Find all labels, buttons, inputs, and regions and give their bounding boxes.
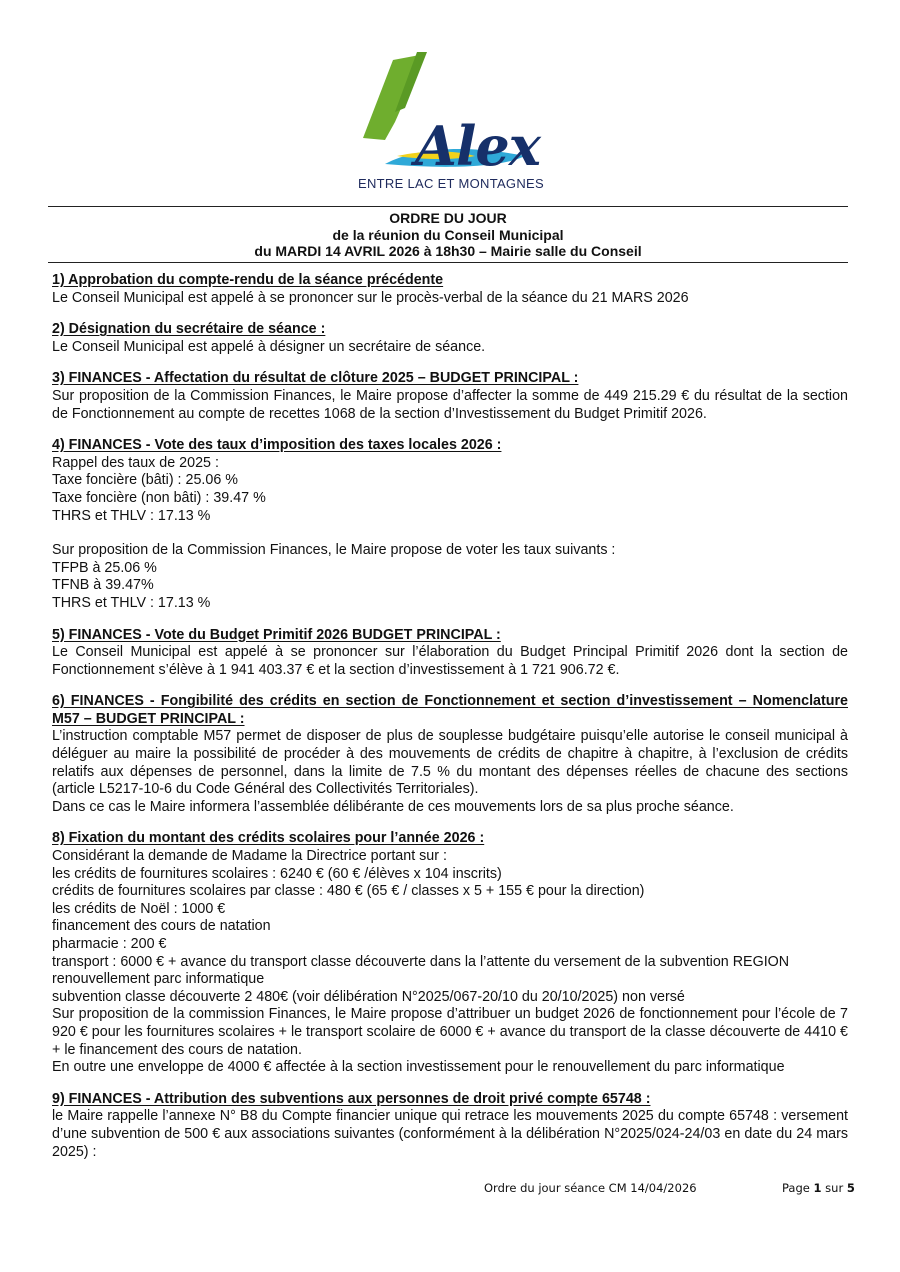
item-paragraph: Sur proposition de la Commission Finances, le Maire propose d’affecter la somme de 449 215.29 € du résultat de la section de Fonctionnement au compte de recettes 1068 de la section d’Investissement du Budget Primitif 2026.	[52, 387, 848, 422]
item-text: Rappel des taux de 2025 :	[52, 454, 219, 471]
item-title: 1) Approbation du compte-rendu de la séance précédente	[52, 272, 444, 288]
spacer	[52, 525, 848, 542]
agenda-item-9	[52, 1091, 848, 1161]
item-title: 9) FINANCES - Attribution des subventions aux personnes de droit privé compte 65748 :	[52, 1090, 651, 1107]
item-text: Considérant la demande de Madame la Directrice portant sur :	[52, 848, 447, 865]
item-title: 2) Désignation du secrétaire de séance :	[52, 321, 326, 338]
item-text: TFNB à 39.47%	[52, 577, 154, 594]
agenda-item-6	[52, 693, 848, 816]
item-text: renouvellement parc informatique	[52, 971, 265, 988]
item-paragraph: le Maire rappelle l’annexe N° B8 du Compte financier unique qui retrace les mouvements 2025 du compte 65748 : versement d’une subvention de 500 € aux associations suivantes (conformément à la délibération N°2025/024-24/03 en date du 24 mars 2025) :	[52, 1108, 848, 1160]
item-text: financement des cours de natation	[52, 918, 271, 935]
agenda-item-2	[52, 321, 848, 356]
page-prefix: Page	[782, 1181, 814, 1195]
logo-wordmark: Alex	[415, 114, 540, 178]
item-text: THRS et THLV : 17.13 %	[52, 507, 211, 524]
item-text: Taxe foncière (non bâti) : 39.47 %	[52, 489, 266, 506]
item-text: Sur proposition de la Commission Finances, le Maire propose de voter les taux suivants :	[52, 542, 616, 559]
agenda-item-4	[52, 437, 848, 612]
item-paragraph: Le Conseil Municipal est appelé à se prononcer sur l’élaboration du Budget Principal Primitif 2026 dont la section de Fonctionnement s’élève à 1 941 403.37 € et la section d’investissement à 1 721 906.72 €.	[52, 644, 848, 678]
agenda-item-3	[52, 370, 848, 423]
item-text: En outre une enveloppe de 4000 € affectée à la section investissement pour le renouvellement du parc informatique	[52, 1059, 785, 1076]
item-paragraph: Sur proposition de la commission Finances, le Maire propose d’attribuer un budget 2026 de fonctionnement pour l’école de 7 920 € pour les fournitures scolaires + le transport scolaire de 6000 € + avance du transport de la classe découverte de 4410 € + le financement des cours de natation.	[52, 1006, 848, 1058]
header-bottom-rule	[48, 262, 848, 263]
footer-label: Ordre du jour séance CM 14/04/2026	[484, 1181, 697, 1195]
item-text: pharmacie : 200 €	[52, 936, 167, 952]
item-title: 6) FINANCES - Fongibilité des crédits en section de Fonctionnement et section d’investissement – Nomenclature M57 – BUDGET PRINCIPAL :	[52, 693, 848, 727]
agenda-item-1	[52, 272, 848, 307]
header-date: du MARDI 14 AVRIL 2026 à 18h30 – Mairie salle du Conseil	[254, 243, 642, 259]
page-total: 5	[846, 1181, 855, 1195]
header-subtitle: de la réunion du Conseil Municipal	[332, 226, 564, 243]
item-title: 4) FINANCES - Vote des taux d’imposition des taxes locales 2026 :	[52, 437, 502, 454]
agenda-item-5	[52, 627, 848, 680]
header-top-rule	[48, 206, 848, 207]
item-paragraph: L’instruction comptable M57 permet de disposer de plus de souplesse budgétaire puisqu’elle autorise le conseil municipal à déléguer au maire la possibilité de procéder à des mouvements de crédits de chapitre à chapitre, à l’exclusion de crédits relatifs aux dépenses de personnel, dans la limite de 7.5 % du montant des dépenses réelles de chacune des sections (article L5217-10-6 du Code Général des Collectivités Territoriales).	[52, 728, 848, 798]
item-text: THRS et THLV : 17.13 %	[52, 594, 211, 611]
item-text: transport : 6000 € + avance du transport classe découverte dans la l’attente du versement de la subvention REGION	[52, 953, 790, 970]
item-title: 5) FINANCES - Vote du Budget Primitif 2026 BUDGET PRINCIPAL :	[52, 626, 501, 643]
item-title: 8) Fixation du montant des crédits scolaires pour l’année 2026 :	[52, 830, 485, 847]
page-number: 1	[813, 1181, 822, 1195]
page-mid: sur	[821, 1181, 847, 1195]
item-text: Dans ce cas le Maire informera l’assemblée délibérante de ces mouvements lors de sa plus proche séance.	[52, 798, 734, 815]
item-text: Taxe foncière (bâti) : 25.06 %	[52, 472, 238, 489]
agenda-content	[52, 272, 848, 1175]
item-text: Le Conseil Municipal est appelé à se prononcer sur le procès-verbal de la séance du 21 MARS 2026	[52, 289, 689, 306]
agenda-header	[48, 210, 848, 260]
item-text: TFPB à 25.06 %	[52, 559, 157, 576]
header-title: ORDRE DU JOUR	[389, 210, 507, 226]
item-text: Le Conseil Municipal est appelé à désigner un secrétaire de séance.	[52, 338, 486, 355]
item-text: les crédits de fournitures scolaires : 6240 € (60 € /élèves x 104 inscrits)	[52, 865, 502, 882]
item-text: crédits de fournitures scolaires par classe : 480 € (65 € / classes x 5 + 155 € pour la direction)	[52, 883, 645, 900]
item-title: 3) FINANCES - Affectation du résultat de clôture 2025 – BUDGET PRINCIPAL :	[52, 370, 579, 387]
logo-tagline: ENTRE LAC ET MONTAGNES	[358, 176, 544, 191]
item-text: subvention classe découverte 2 480€ (voir délibération N°2025/067-20/10 du 20/10/2025) non versé	[52, 988, 685, 1005]
agenda-item-8	[52, 830, 848, 1076]
page-indicator	[782, 1181, 855, 1195]
item-text: les crédits de Noël : 1000 €	[52, 900, 226, 917]
